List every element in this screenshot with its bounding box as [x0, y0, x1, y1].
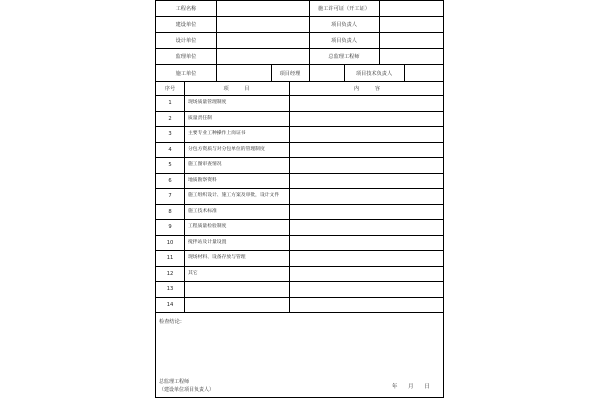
table-row [156, 220, 443, 236]
row-item [188, 282, 288, 297]
row-content[interactable] [289, 158, 445, 173]
row-item: 现场材料、设备存放与管理 [188, 255, 246, 261]
row-item: 搅拌站及计量设置 [188, 239, 227, 245]
row-item: 质量责任制 [188, 115, 212, 121]
project-manager-value[interactable] [309, 65, 344, 81]
table-header-row [156, 82, 443, 96]
row-item: 施工图审查情况 [188, 162, 222, 168]
row-content[interactable] [289, 267, 445, 282]
construction-unit-label: 施工单位 [175, 70, 197, 77]
header-row-design-unit [156, 33, 443, 49]
row-content[interactable] [289, 236, 445, 251]
col-item-header: 项 目 [223, 86, 250, 92]
table-row [156, 205, 443, 221]
header-row-supervision-unit [156, 49, 443, 65]
project-name-value[interactable] [216, 1, 309, 16]
col-content-header: 内 容 [354, 86, 380, 92]
table-row [156, 127, 443, 143]
row-item: 其它 [188, 270, 198, 276]
project-name-label: 工程名称 [175, 6, 197, 12]
table-row [156, 267, 443, 283]
table-row [156, 189, 443, 205]
header-row-build-unit [156, 17, 443, 33]
header-row-construction-unit [156, 65, 443, 82]
row-number: 12 [166, 270, 174, 277]
table-row [156, 282, 443, 298]
row-content[interactable] [289, 205, 445, 220]
row-item: 地质勘察资料 [188, 177, 217, 183]
row-number: 5 [168, 162, 172, 169]
permit-value[interactable] [379, 1, 445, 16]
row-number: 14 [166, 301, 174, 308]
header-row-project [156, 1, 443, 17]
table-row [156, 143, 443, 159]
table-row [156, 236, 443, 252]
permit-label: 施工许可证（开工证） [318, 6, 370, 12]
project-manager-label: 项目经理 [279, 70, 301, 77]
row-number: 7 [168, 193, 172, 200]
row-number: 4 [168, 146, 172, 153]
table-row [156, 96, 443, 112]
row-item: 工程质量检验制度 [188, 224, 227, 230]
row-item: 主要专业工种操作上岗证书 [188, 131, 246, 137]
table-row [156, 158, 443, 174]
row-item: 施工组织设计、施工方案及审批，设计文件 [188, 193, 280, 199]
row-item: 现场质量管理制度 [188, 100, 227, 106]
project-leader-label-1: 项目负责人 [331, 22, 357, 28]
chief-engineer-label: 总监理工程师 [328, 54, 360, 60]
row-content[interactable] [289, 220, 445, 235]
table-row [156, 112, 443, 128]
row-number: 9 [168, 224, 172, 231]
date-field[interactable]: 年 月 日 [392, 384, 430, 390]
design-unit-label: 设计单位 [175, 38, 197, 44]
table-row [156, 174, 443, 190]
row-number: 1 [168, 100, 172, 107]
row-content[interactable] [289, 251, 445, 266]
design-unit-value[interactable] [216, 33, 309, 48]
row-number: 2 [168, 115, 172, 122]
project-leader-label-2: 项目负责人 [331, 38, 357, 44]
conclusion-section [156, 314, 443, 399]
chief-engineer-value[interactable] [379, 49, 445, 64]
row-item: 施工技术标准 [188, 208, 217, 214]
conclusion-label: 检查结论： [159, 319, 185, 325]
build-unit-label: 建设单位 [175, 22, 197, 28]
row-number: 13 [166, 286, 174, 293]
col-no-header: 序号 [164, 86, 176, 92]
tech-leader-value[interactable] [404, 65, 445, 81]
row-number: 11 [166, 255, 174, 262]
build-unit-leader-sign-label: （建设单位项目负责人） [159, 387, 215, 393]
build-unit-value[interactable] [216, 17, 309, 32]
project-leader-value-2[interactable] [379, 33, 445, 48]
row-content[interactable] [289, 127, 445, 142]
table-row [156, 251, 443, 267]
supervision-unit-value[interactable] [216, 49, 309, 64]
row-content[interactable] [289, 96, 445, 111]
supervision-unit-label: 监理单位 [175, 54, 197, 60]
tech-leader-label: 项目技术负责人 [355, 70, 393, 77]
row-item: 分包方资质与对分包单位的管理制度 [188, 146, 265, 152]
row-content[interactable] [289, 298, 445, 313]
row-content[interactable] [289, 189, 445, 204]
construction-unit-value[interactable] [216, 65, 271, 81]
row-number: 3 [168, 131, 172, 138]
project-leader-value-1[interactable] [379, 17, 445, 32]
inspection-form [155, 0, 444, 398]
row-item [188, 298, 288, 313]
row-number: 10 [166, 239, 174, 246]
row-content[interactable] [289, 174, 445, 189]
row-number: 8 [168, 208, 172, 215]
row-content[interactable] [289, 143, 445, 158]
chief-engineer-sign-label: 总监理工程师 [159, 379, 190, 385]
row-content[interactable] [289, 282, 445, 297]
table-row [156, 298, 443, 314]
row-content[interactable] [289, 112, 445, 127]
row-number: 6 [168, 177, 172, 184]
